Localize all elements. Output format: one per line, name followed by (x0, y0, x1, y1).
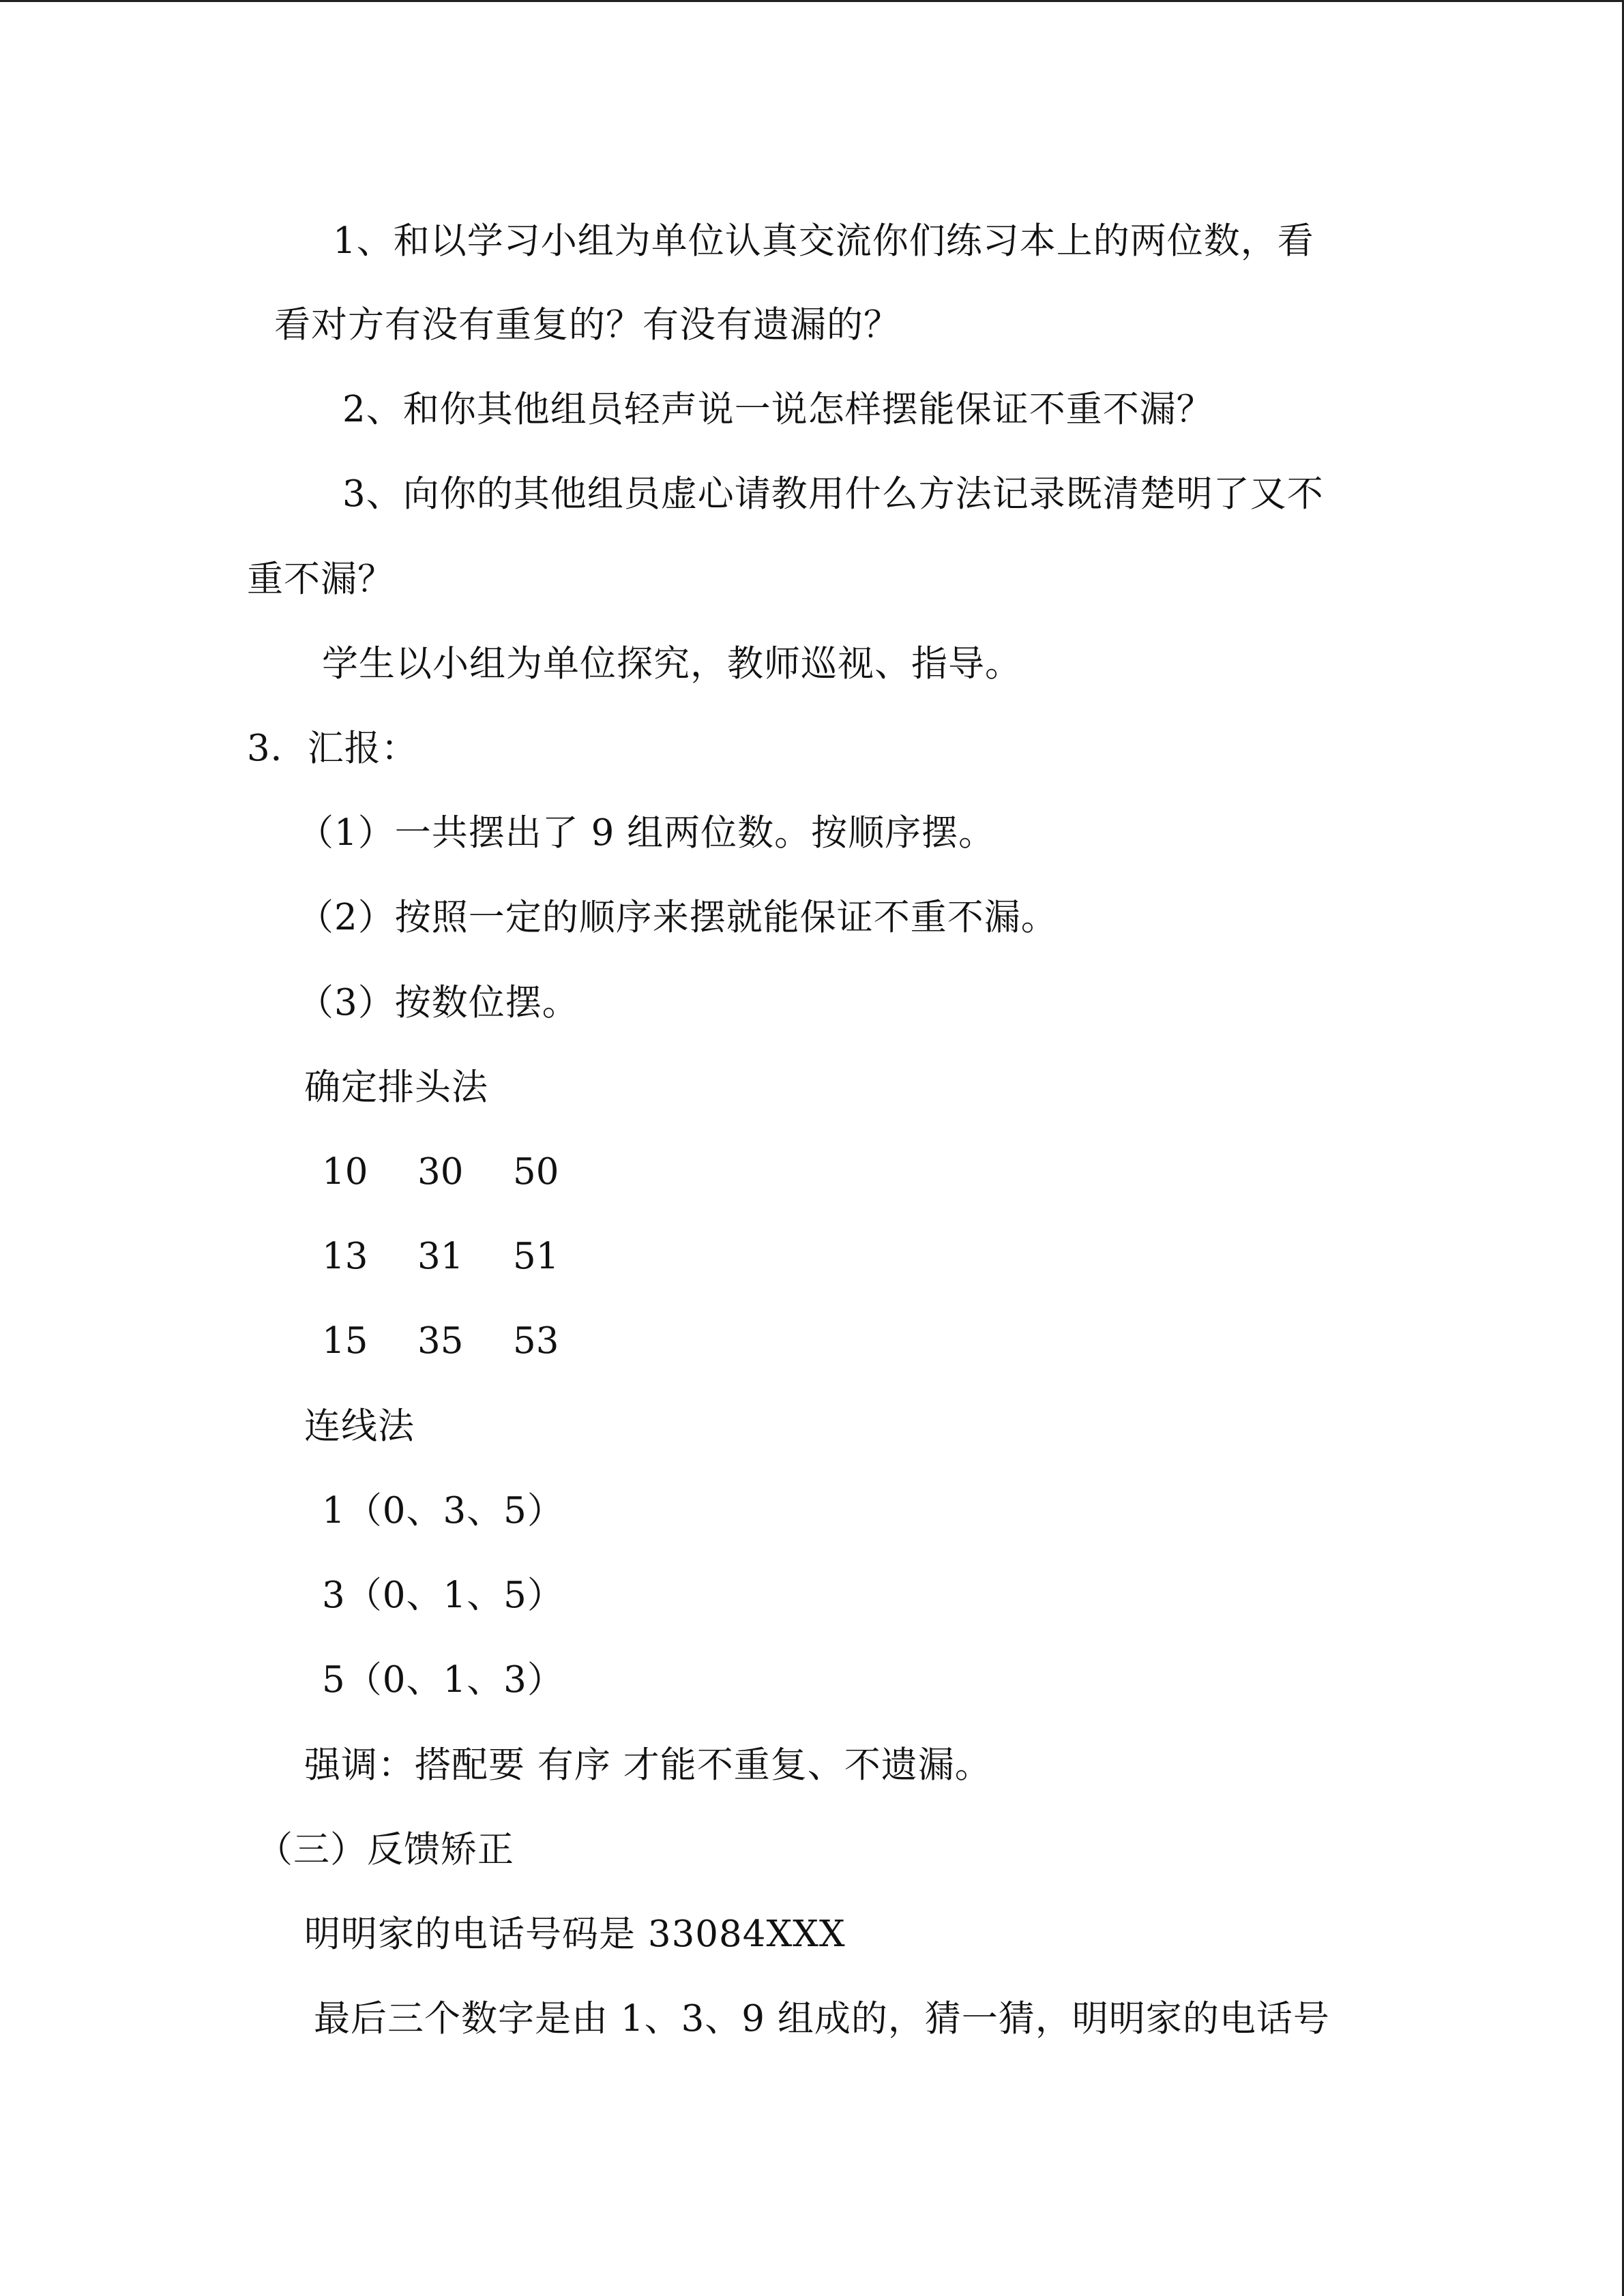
paragraph-line-4: 3、向你的其他组员虚心请教用什么方法记录既清楚明了又不 (342, 473, 1324, 515)
link-method-row-1: 1（0、3、5） (322, 1490, 564, 1532)
phone-number-line: 明明家的电话号码是 33084XXX (304, 1913, 846, 1955)
number-row-1 (322, 1150, 595, 1194)
method-heading-1: 确定排头法 (304, 1067, 488, 1108)
number-cell: 30 (417, 1151, 464, 1193)
number-cell: 13 (322, 1236, 368, 1277)
number-row-3 (322, 1320, 595, 1363)
paragraph-line-3: 2、和你其他组员轻声说一说怎样摆能保证不重不漏？ (342, 389, 1213, 430)
section-heading-report: 3．汇报： (247, 728, 418, 769)
paragraph-line-2: 看对方有没有重复的？有没有遗漏的？ (274, 304, 900, 346)
link-method-row-3: 5（0、1、3） (322, 1659, 564, 1701)
report-item-2: （2）按照一定的顺序来摆就能保证不重不漏。 (297, 897, 1058, 938)
number-cell: 10 (322, 1151, 368, 1193)
number-cell: 50 (513, 1151, 559, 1193)
link-method-row-2: 3（0、1、5） (322, 1575, 564, 1616)
number-cell: 31 (417, 1236, 464, 1277)
method-heading-2: 连线法 (304, 1405, 415, 1447)
page-border-top (0, 0, 1624, 2)
number-row-2 (322, 1235, 595, 1279)
number-cell: 15 (322, 1320, 368, 1362)
report-item-3: （3）按数位摆。 (297, 982, 579, 1024)
report-item-1: （1）一共摆出了 9 组两位数。按顺序摆。 (297, 812, 996, 854)
paragraph-line-1: 1、和以学习小组为单位认真交流你们练习本上的两位数，看 (333, 220, 1314, 262)
number-cell: 35 (417, 1320, 464, 1362)
emphasis-line: 强调：搭配要 有序 才能不重复、不遗漏。 (304, 1744, 992, 1786)
puzzle-line: 最后三个数字是由 1、3、9 组成的，猜一猜，明明家的电话号 (314, 1998, 1330, 2040)
number-cell: 53 (513, 1320, 559, 1362)
section-heading-feedback: （三）反馈矫正 (256, 1829, 514, 1870)
number-cell: 51 (513, 1236, 559, 1277)
paragraph-line-6: 学生以小组为单位探究，教师巡视、指导。 (322, 643, 1022, 685)
paragraph-line-5: 重不漏？ (247, 558, 394, 600)
